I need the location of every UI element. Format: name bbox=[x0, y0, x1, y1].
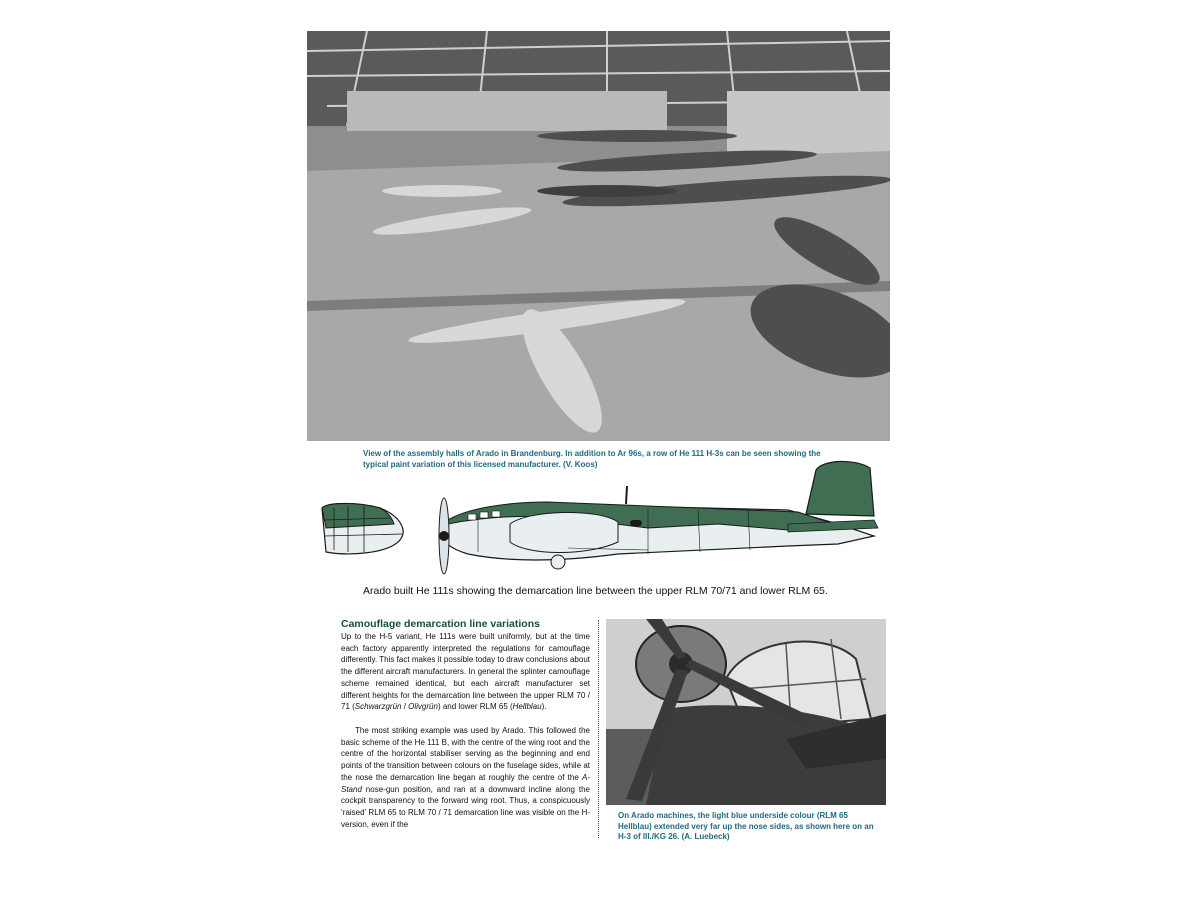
body-paragraph-2: The most striking example was used by Arado. This followed the basic scheme of the He 111 B, with the centre of the wing root and the centre of the horizontal stabiliser serving as the beginning and end points of the transition between colours on the fuselage sides, while at the nose the demarcation line began at roughly the centre of the A-Stand nose-gun position, and ran at a downward incline along the cockpit transparency to the forward wing root. Thus, a conspicuously ‘raised’ RLM 65 to RLM 70 / 71 demarcation line was visible on the H-version, even if the bbox=[341, 726, 590, 829]
body-paragraph-1: Up to the H-5 variant, He 111s were built uniformly, but at the time each factory apparently interpreted the regulations for camouflage differently. This fact makes it possible today to draw conclusions about the different aircraft manufacturers. In general the splinter camouflage scheme remained identical, but each aircraft manufacturer set different heights for the demarcation line between the upper RLM 70 / 71 (Schwarzgrün / Olivgrün) and lower RLM 65 (Hellblau). bbox=[341, 632, 590, 712]
cockpit-nose-illustration bbox=[606, 619, 886, 805]
section-heading: Camouflage demarcation line variations bbox=[341, 618, 540, 630]
cockpit-photo-caption: On Arado machines, the light blue underside colour (RLM 65 Hellblau) extended very far up the nose sides, as shown here on an H-3 of III./KG 26. (A. Luebeck) bbox=[618, 811, 874, 841]
assembly-hall-illustration bbox=[307, 31, 890, 441]
main-profile-drawing bbox=[439, 461, 878, 574]
nose-detail-drawing bbox=[322, 504, 403, 554]
cockpit-nose-photo bbox=[606, 619, 886, 805]
column-divider bbox=[598, 620, 599, 838]
he111-demarcation-profile bbox=[318, 458, 880, 578]
profile-caption: Arado built He 111s showing the demarcation line between the upper RLM 70/71 and lower RLM 65. bbox=[363, 585, 828, 597]
hall-photo-caption: View of the assembly halls of Arado in Brandenburg. In addition to Ar 96s, a row of He 111 H-3s can be seen showing the typical paint variation of this licensed manufacturer. (V. Koos) bbox=[363, 449, 821, 469]
assembly-hall-photo bbox=[307, 31, 890, 441]
